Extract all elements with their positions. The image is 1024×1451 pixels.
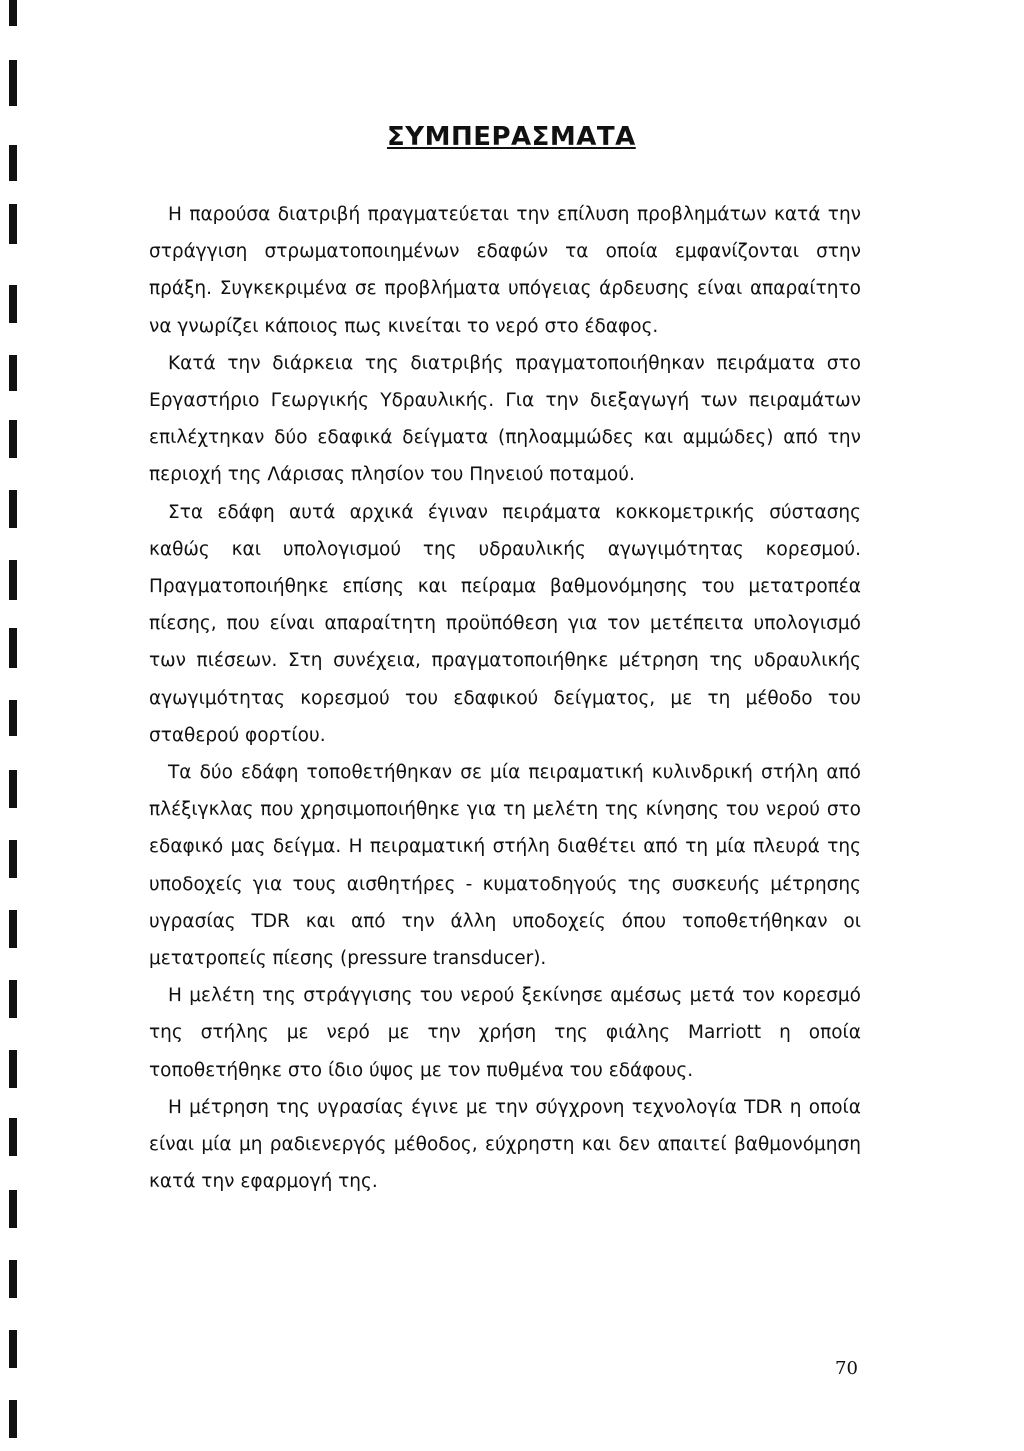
- binding-mark: [9, 700, 17, 736]
- binding-mark: [9, 0, 17, 26]
- binding-mark: [9, 1190, 17, 1228]
- binding-mark: [9, 770, 17, 808]
- paragraph: Κατά την διάρκεια της διατριβής πραγματοποιήθηκαν πειράματα στο Εργαστήριο Γεωργικής Υδραυλικής. Για την διεξαγωγή των πειραμάτων επιλέχτηκαν δύο εδαφικά δείγματα (πηλοαμμώδες και αμμώδες) από την περιοχή της Λάρισας πλησίον του Πηνειού ποταμού.: [149, 352, 861, 486]
- binding-mark: [9, 355, 17, 391]
- binding-mark: [9, 490, 17, 528]
- binding-mark: [9, 980, 17, 1018]
- paragraph: Η μέτρηση της υγρασίας έγινε με την σύγχρονη τεχνολογία TDR η οποία είναι μία μη ραδιενεργός μέθοδος, εύχρηστη και δεν απαιτεί βαθμονόμηση κατά την εφαρμογή της.: [149, 1096, 861, 1193]
- scan-binding-edge: [0, 0, 26, 1451]
- binding-mark: [9, 60, 17, 106]
- binding-mark: [9, 1260, 17, 1298]
- binding-mark: [9, 420, 17, 458]
- paragraph: Η παρούσα διατριβή πραγματεύεται την επίλυση προβλημάτων κατά την στράγγιση στρωματοποιημένων εδαφών τα οποία εμφανίζονται στην πράξη. Συγκεκριμένα σε προβλήματα υπόγειας άρδευσης είναι απαραίτητο να γνωρίζει κάποιος πως κινείται το νερό στο έδαφος.: [149, 204, 861, 337]
- binding-mark: [9, 910, 17, 948]
- binding-mark: [9, 1118, 17, 1156]
- body-text: [149, 196, 861, 1200]
- binding-mark: [9, 628, 17, 668]
- paragraph: Στα εδάφη αυτά αρχικά έγιναν πειράματα κοκκομετρικής σύστασης καθώς και υπολογισμού της υδραυλικής αγωγιμότητας κορεσμού. Πραγματοποιήθηκε επίσης και πείραμα βαθμονόμησης του μετατροπέα πίεσης, που είναι απαραίτητη προϋπόθεση για τον μετέπειτα υπολογισμό των πιέσεων. Στη συνέχεια, πραγματοποιήθηκε μέτρηση της υδραυλικής αγωγιμότητας κορεσμού του εδαφικού δείγματος, με τη μέθοδο του σταθερού φορτίου.: [149, 501, 861, 746]
- binding-mark: [9, 560, 17, 600]
- binding-mark: [9, 1050, 17, 1088]
- binding-mark: [9, 1330, 17, 1368]
- page-title: ΣΥΜΠΕΡΑΣΜΑΤΑ: [387, 122, 636, 152]
- paragraph: Τα δύο εδάφη τοποθετήθηκαν σε μία πειραματική κυλινδρική στήλη από πλέξιγκλας που χρησιμοποιήθηκε για τη μελέτη της κίνησης του νερού στο εδαφικό μας δείγμα. Η πειραματική στήλη διαθέτει από τη μία πλευρά της υποδοχείς για τους αισθητήρες - κυματοδηγούς της συσκευής μέτρησης υγρασίας TDR και από την άλλη υποδοχείς όπου τοποθετήθηκαν οι μετατροπείς πίεσης (pressure transducer).: [149, 762, 861, 970]
- paragraph: Η μελέτη της στράγγισης του νερού ξεκίνησε αμέσως μετά τον κορεσμό της στήλης με νερό με την χρήση της φιάλης Marriott η οποία τοποθετήθηκε στο ίδιο ύψος με τον πυθμένα του εδάφους.: [149, 985, 861, 1081]
- binding-mark: [9, 204, 17, 244]
- binding-mark: [9, 1400, 17, 1438]
- binding-mark: [9, 145, 17, 181]
- binding-mark: [9, 285, 17, 323]
- page-number: 70: [835, 1358, 858, 1379]
- binding-mark: [9, 840, 17, 878]
